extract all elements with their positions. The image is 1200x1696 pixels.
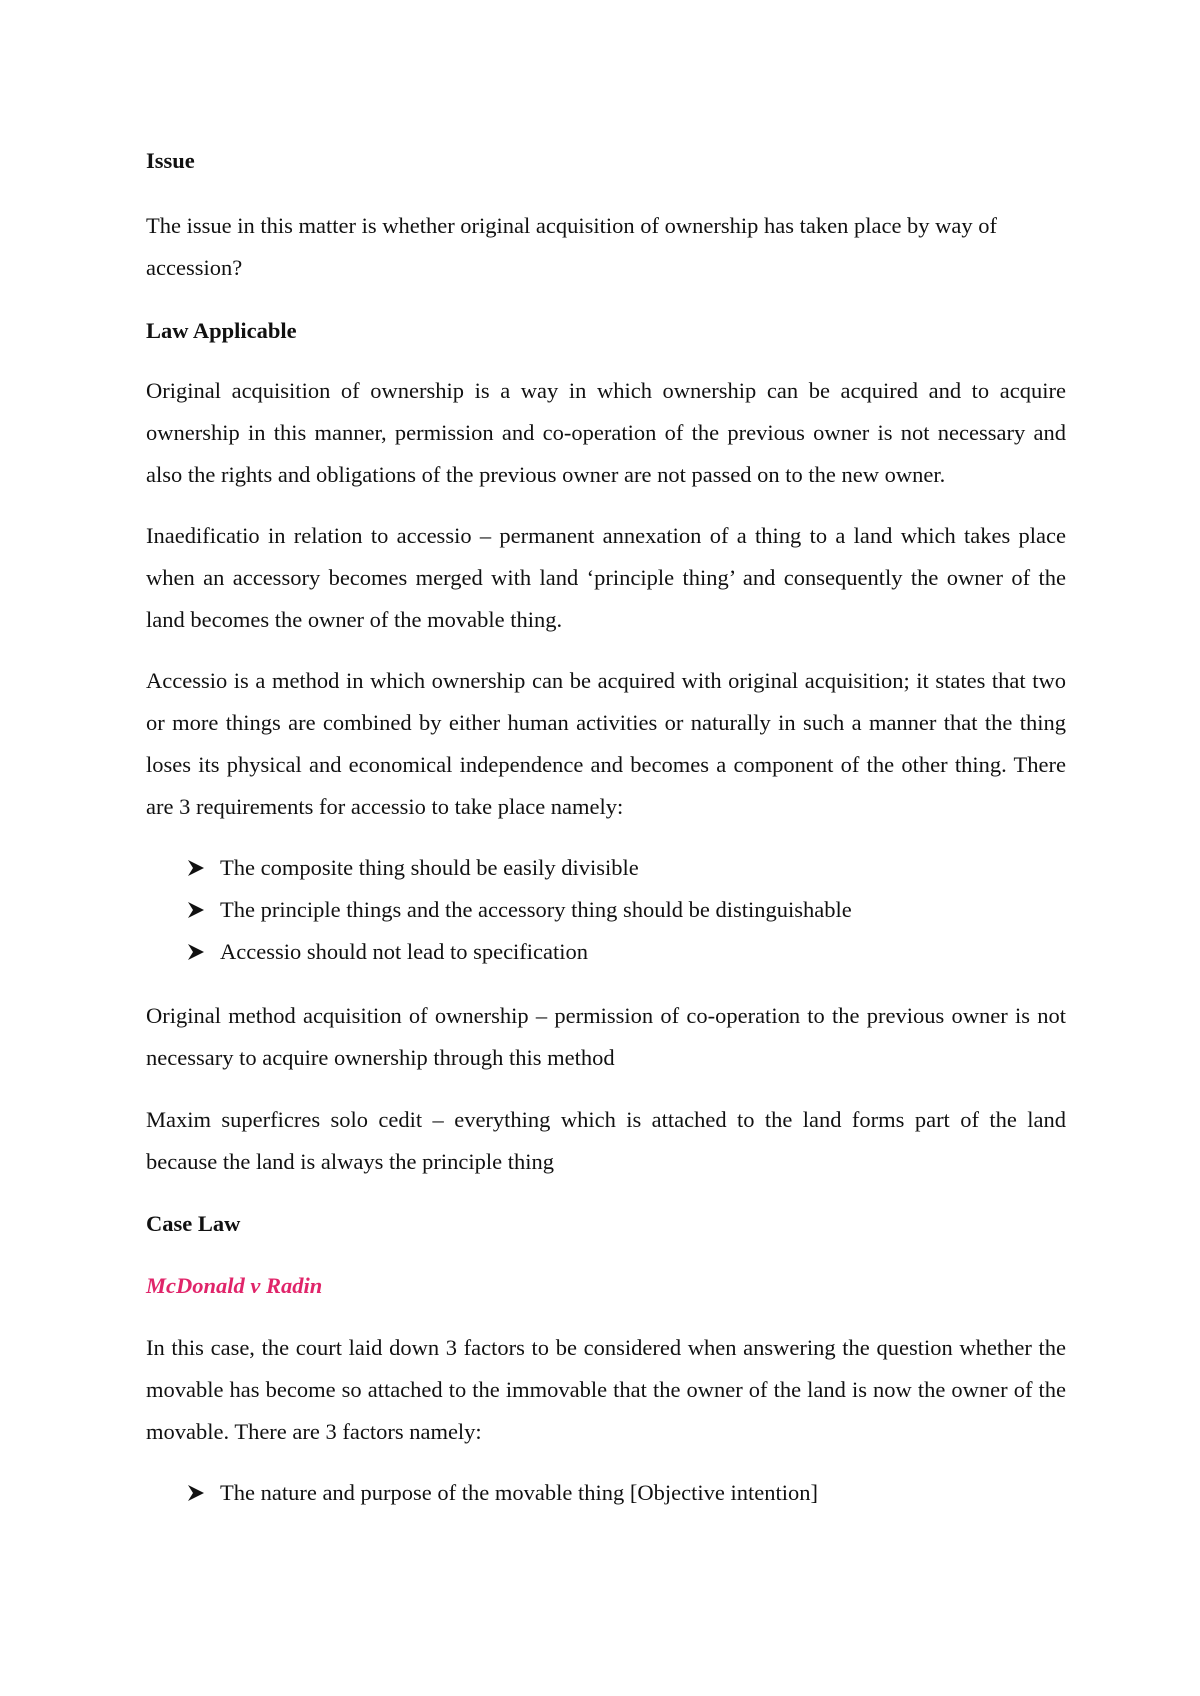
law-paragraph-inaedificatio: Inaedificatio in relation to accessio – permanent annexation of a thing to a land which takes place when an accessory becomes merged with land ‘principle thing’ and consequently the owner of the land becomes the owner of the movable thing.: [146, 523, 1066, 632]
arrowhead-bullet-icon: [186, 847, 210, 889]
list-item: [186, 889, 1066, 931]
law-paragraph-maxim: Maxim superficres solo cedit – everything which is attached to the land forms part of the land because the land is always the principle thing: [146, 1107, 1066, 1174]
law-applicable-heading: Law Applicable: [146, 318, 297, 343]
case-paragraph: In this case, the court laid down 3 factors to be considered when answering the question whether the movable has become so attached to the immovable that the owner of the land is now the owner of the movable. There are 3 factors namely:: [146, 1335, 1066, 1444]
arrowhead-bullet-icon: [186, 889, 210, 931]
law-paragraph-original-method: Original method acquisition of ownership – permission of co-operation to the previous owner is not necessary to acquire ownership through this method: [146, 1003, 1066, 1070]
factor-text: The nature and purpose of the movable thing [Objective intention]: [220, 1480, 818, 1505]
list-item: [186, 1472, 1066, 1514]
list-item: [186, 847, 1066, 889]
arrowhead-bullet-icon: [186, 1472, 210, 1514]
arrowhead-bullet-icon: [186, 931, 210, 973]
case-name: McDonald v Radin: [146, 1273, 323, 1298]
issue-paragraph: The issue in this matter is whether original acquisition of ownership has taken place by way of accession?: [146, 213, 998, 280]
law-paragraph-original-acquisition: Original acquisition of ownership is a way in which ownership can be acquired and to acquire ownership in this manner, permission and co-operation of the previous owner is not necessary and also the rights and obligations of the previous owner are not passed on to the new owner.: [146, 378, 1066, 487]
requirements-list: [186, 847, 1066, 973]
list-item: [186, 931, 1066, 973]
requirement-text: The composite thing should be easily divisible: [220, 855, 639, 880]
case-law-heading: Case Law: [146, 1211, 241, 1236]
issue-heading: Issue: [146, 148, 195, 173]
factors-list: [186, 1472, 1066, 1514]
requirement-text: The principle things and the accessory thing should be distinguishable: [220, 897, 852, 922]
requirement-text: Accessio should not lead to specification: [220, 939, 589, 964]
law-paragraph-accessio: Accessio is a method in which ownership can be acquired with original acquisition; it states that two or more things are combined by either human activities or naturally in such a manner that the thing loses its physical and economical independence and becomes a component of the other thing. There are 3 requirements for accessio to take place namely:: [146, 668, 1066, 819]
